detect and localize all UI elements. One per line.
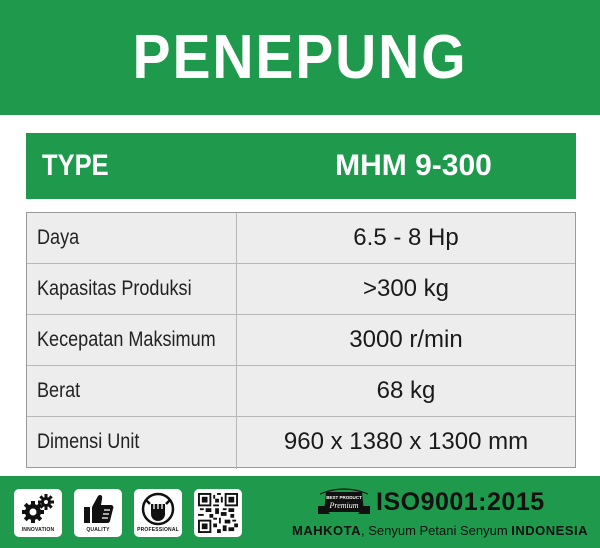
spec-value: 960 x 1380 x 1300 mm [283, 428, 529, 455]
spec-row-berat [27, 366, 575, 417]
spec-row-kapasitas [27, 264, 575, 315]
spec-label: Daya [37, 226, 80, 249]
spec-table [26, 212, 576, 468]
premium-badge-top: BEST PRODUCT [326, 495, 362, 500]
spec-row-kecepatan [27, 315, 575, 366]
type-label: TYPE [42, 149, 109, 182]
badge-caption: QUALITY [86, 527, 110, 533]
tagline-brand: MAHKOTA [292, 523, 361, 538]
gears-icon [20, 492, 56, 526]
premium-badge-text: Premium [329, 501, 359, 510]
title-banner [0, 0, 600, 115]
spec-label: Berat [37, 379, 81, 402]
spec-label: Kecepatan Maksimum [37, 328, 216, 351]
page-title: PENEPUNG [132, 23, 468, 92]
type-header-bar [26, 133, 576, 199]
spec-label: Dimensi Unit [37, 430, 140, 453]
fist-icon [140, 492, 176, 526]
quality-badge [74, 489, 122, 537]
spec-label: Kapasitas Produksi [37, 277, 192, 300]
qr-code-badge[interactable] [194, 489, 242, 537]
qr-code-icon[interactable] [198, 493, 238, 533]
innovation-badge [14, 489, 62, 537]
type-value: MHM 9-300 [335, 149, 492, 182]
spec-row-daya [27, 213, 575, 264]
footer-bar [0, 476, 600, 548]
iso-certification: ISO9001:2015 [376, 488, 545, 516]
spec-value: 6.5 - 8 Hp [353, 224, 459, 251]
professional-badge [134, 489, 182, 537]
tagline-country: INDONESIA [511, 523, 589, 538]
spec-value: 3000 r/min [349, 326, 463, 353]
thumbs-up-icon [80, 492, 116, 526]
spec-value: >300 kg [362, 275, 450, 302]
badge-caption: PROFESSIONAL [137, 527, 179, 533]
tagline-middle: , Senyum Petani Senyum [360, 523, 512, 538]
spec-value: 68 kg [376, 377, 436, 404]
tagline [292, 523, 588, 538]
spec-row-dimensi [27, 417, 575, 469]
certification-area [292, 476, 600, 548]
premium-badge-icon [316, 486, 372, 522]
badge-caption: INNOVATION [21, 527, 55, 533]
